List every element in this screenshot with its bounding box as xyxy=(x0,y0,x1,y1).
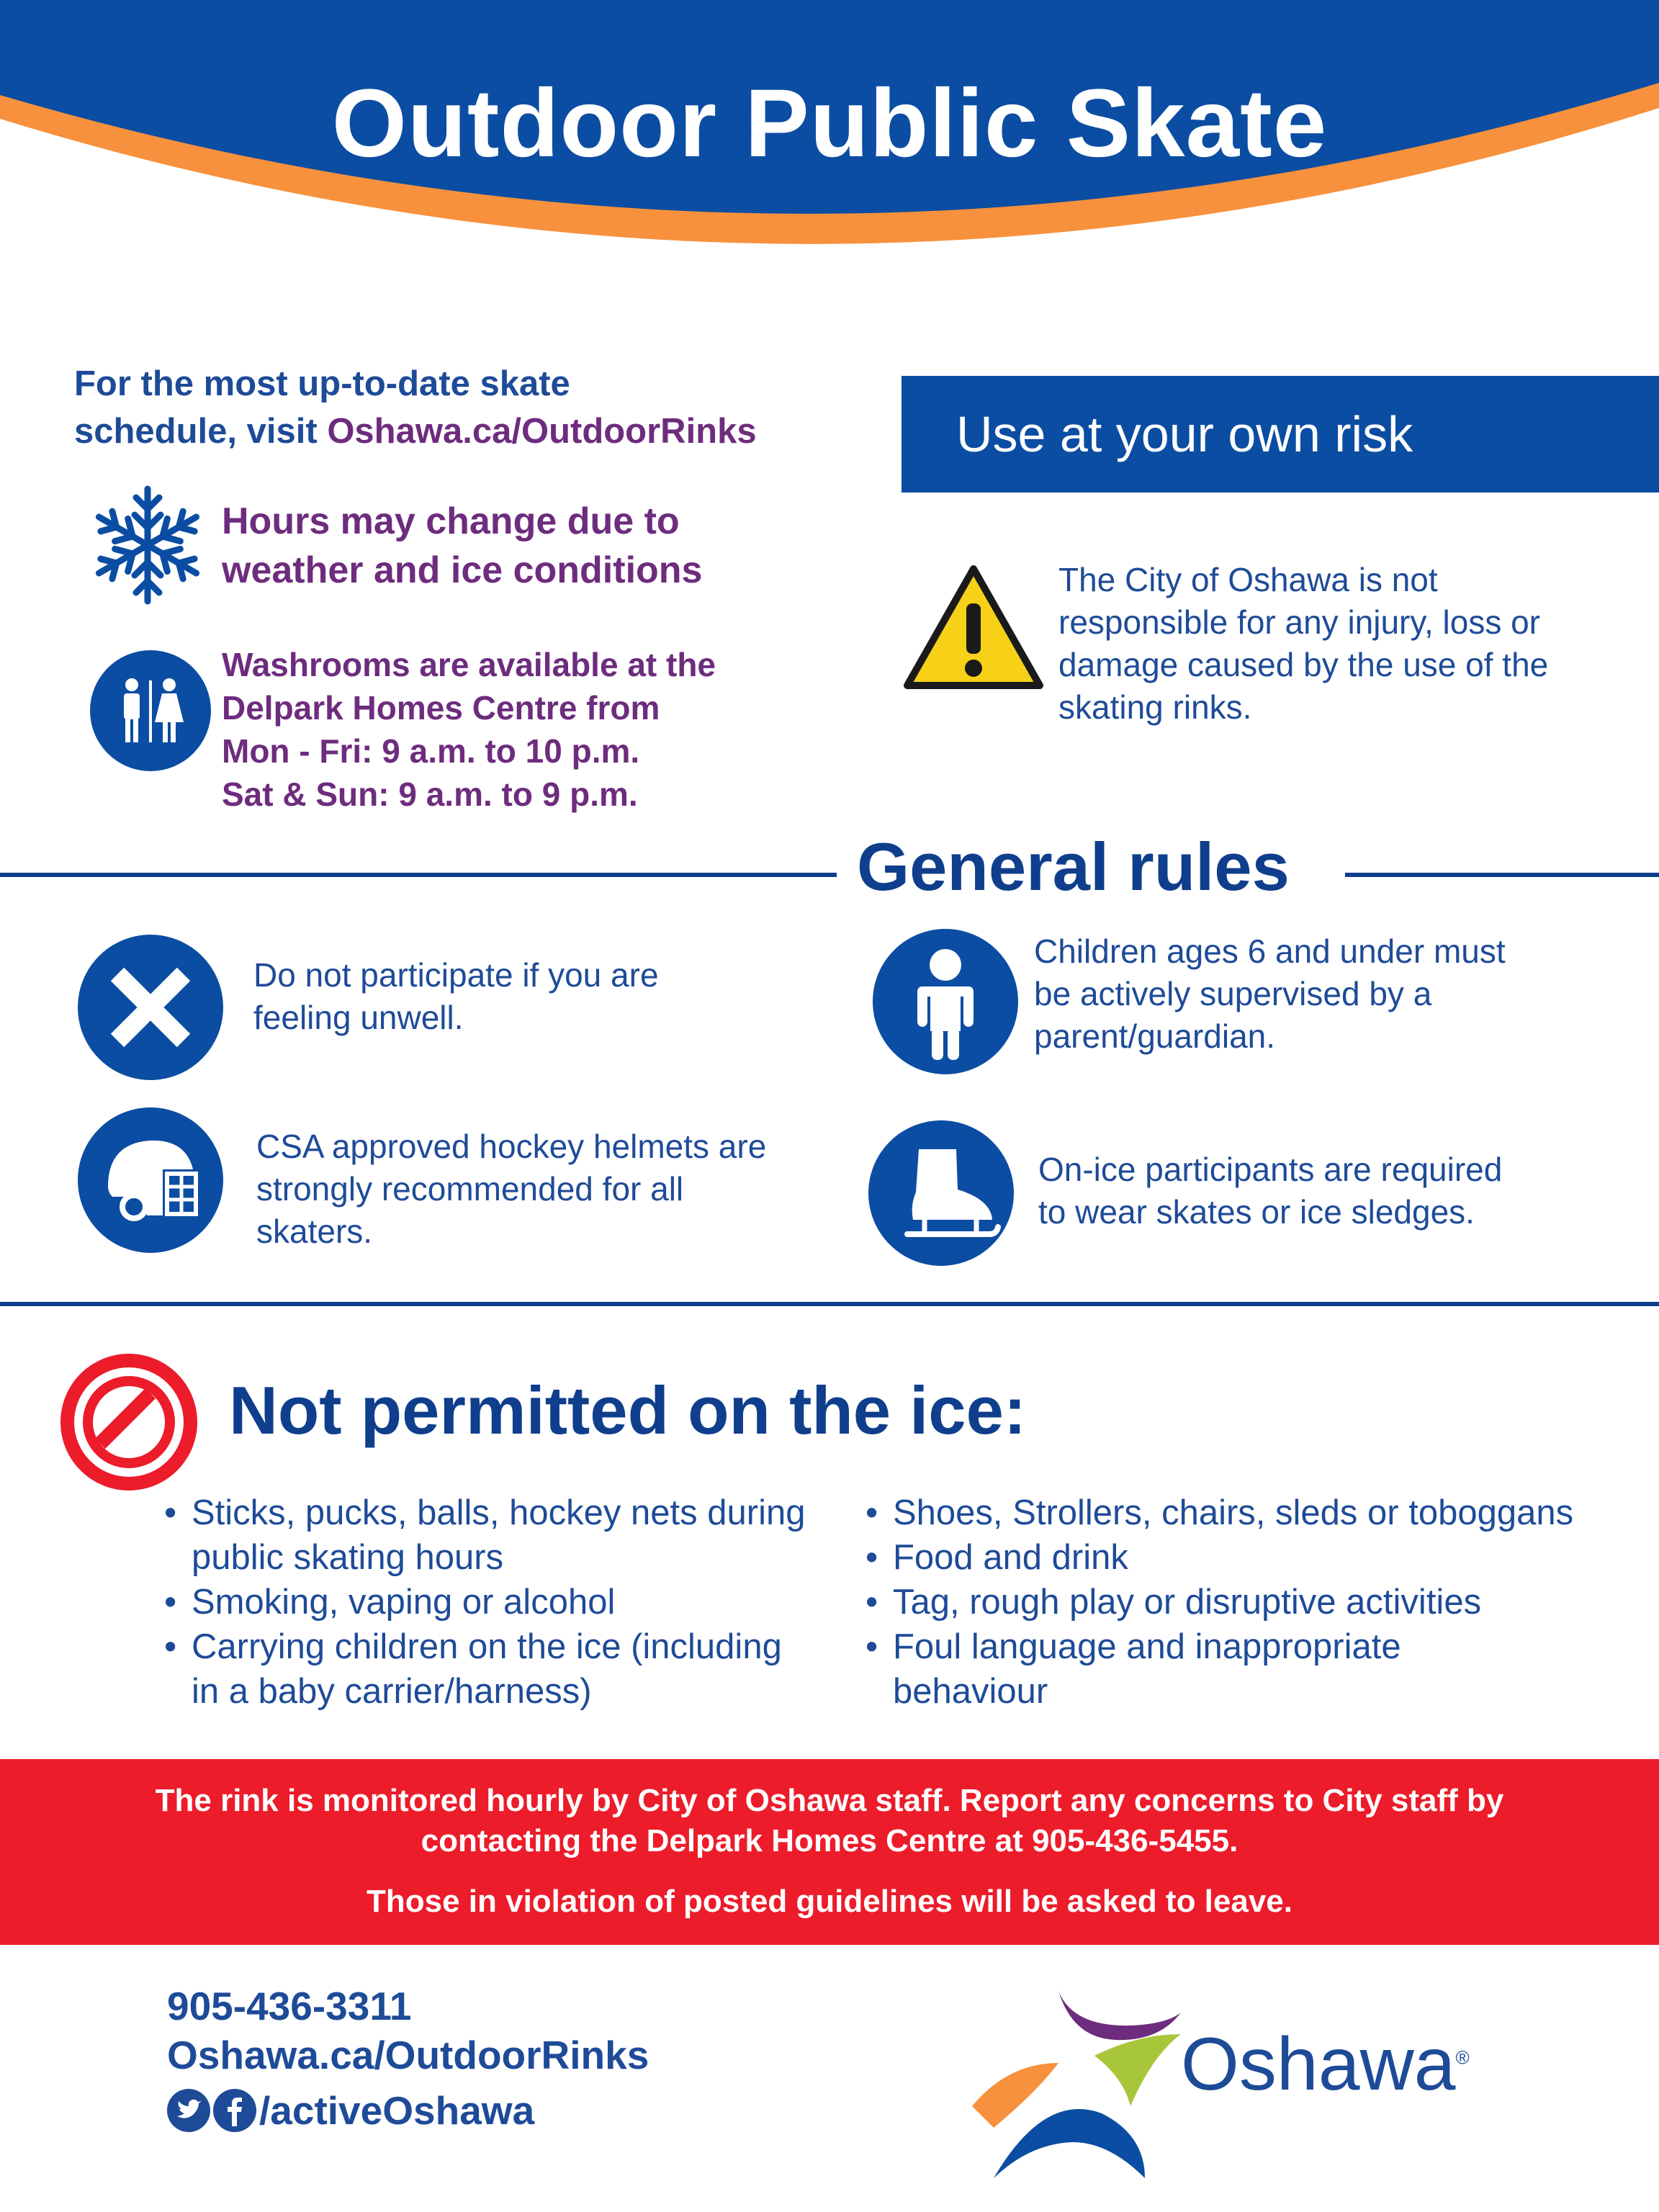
social-row xyxy=(167,2085,534,2136)
washroom-info: Washrooms are available at the Delpark Homes Centre from Mon - Fri: 9 a.m. to 10 p.m. Sat & Sun: 9 a.m. to 9 p.m. xyxy=(222,646,716,813)
helmet-icon xyxy=(78,1107,223,1253)
list-item: • Tag, rough play or disruptive activities xyxy=(866,1580,1643,1624)
list-item: • Carrying children on the ice (including in a baby carrier/harness) xyxy=(164,1624,870,1714)
rule-unwell: Do not participate if you are feeling unwell. xyxy=(253,956,659,1036)
snowflake-icon xyxy=(86,484,209,606)
divider xyxy=(1345,873,1659,877)
divider xyxy=(0,1302,1659,1306)
hours-note: Hours may change due to weather and ice conditions xyxy=(222,500,703,591)
not-permitted-list-left xyxy=(164,1491,870,1714)
list-item: • Food and drink xyxy=(866,1535,1643,1580)
divider xyxy=(0,873,837,877)
rule-skates: On-ice participants are required to wear skates or ice sledges. xyxy=(1038,1151,1503,1231)
skate-icon xyxy=(868,1120,1014,1266)
not-permitted-title: Not permitted on the ice: xyxy=(229,1372,1027,1448)
rule-children: Children ages 6 and under must be actively supervised by a parent/guardian. xyxy=(1034,932,1506,1055)
not-permitted-list-right xyxy=(866,1491,1643,1714)
notice-band: The rink is monitored hourly by City of Oshawa staff. Report any concerns to City staff by contacting the Delpark Homes Centre at 905-436-5455. Those in violation of posted guidelines will be asked to leave. xyxy=(0,1759,1659,1945)
child-icon xyxy=(873,929,1018,1074)
page-title: Outdoor Public Skate xyxy=(331,70,1328,177)
schedule-link[interactable]: Oshawa.ca/OutdoorRinks xyxy=(327,412,757,451)
washroom-icon xyxy=(90,650,211,771)
risk-banner: Use at your own risk xyxy=(902,376,1659,493)
footer-phone[interactable]: 905-436-3311 xyxy=(167,1984,412,2028)
twitter-icon[interactable] xyxy=(167,2089,210,2132)
list-item: • Smoking, vaping or alcohol xyxy=(164,1580,870,1624)
schedule-note: For the most up-to-date skate schedule, visit Oshawa.ca/OutdoorRinks xyxy=(74,364,757,451)
list-item: • Shoes, Strollers, chairs, sleds or toboggans xyxy=(866,1491,1643,1535)
warning-icon xyxy=(902,562,1046,695)
list-item: • Foul language and inappropriate behaviour xyxy=(866,1624,1643,1714)
list-item: • Sticks, pucks, balls, hockey nets during public skating hours xyxy=(164,1491,870,1580)
rule-helmets: CSA approved hockey helmets are strongly recommended for all skaters. xyxy=(256,1128,767,1250)
footer-url[interactable]: Oshawa.ca/OutdoorRinks xyxy=(167,2033,649,2077)
x-icon xyxy=(78,935,223,1080)
facebook-icon[interactable] xyxy=(213,2089,256,2132)
prohibited-icon xyxy=(60,1354,197,1491)
oshawa-logo-icon xyxy=(965,1984,1195,2185)
social-handle[interactable]: /activeOshawa xyxy=(259,2088,535,2133)
general-rules-title: General rules xyxy=(857,829,1290,904)
liability-notice: The City of Oshawa is not responsible for any injury, loss or damage caused by the use of the skating rinks. xyxy=(1058,561,1549,726)
oshawa-wordmark: Oshawa® xyxy=(1181,2023,1470,2106)
